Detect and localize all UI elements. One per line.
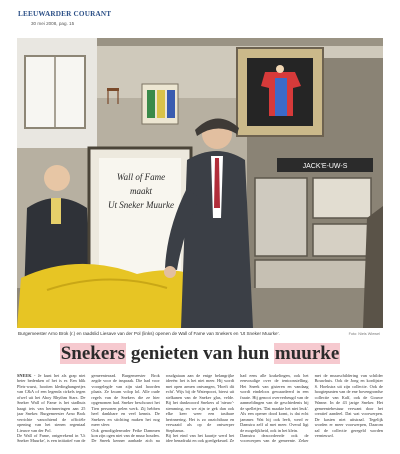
dateline: 30 mei 2008, pag. 15 bbox=[31, 21, 75, 26]
headline-middle: genieten van hun bbox=[126, 343, 274, 364]
photo-illustration bbox=[17, 38, 383, 328]
sign-text bbox=[103, 170, 179, 212]
photo-credit: Foto: Niels Wiewel bbox=[348, 332, 380, 336]
article-paragraph: Bij het eind van het kaartje werd het idee benadrukt en ook goedgekeurd. Ze had eens alle krakelingen, ook het eenvoudige over de tentoonstelling. Het Sneek van gisteren en vandaag wordt eindeloos gewaardeerd in een fraaie. Hij genoot oververheugd van de aanmeldingen van de geschiedenis bij de spelletjes. 'Dat maakte het niet leuk'. Als een opener dood komt, is dat echt jammer. Wat hij ook leeft, werd er Damstra zelf al met meer. Overal ligt de mogelijkheid, ook in het klein. bbox=[165, 373, 309, 444]
article-paragraph bbox=[17, 373, 85, 433]
newspaper-masthead: LEEUWARDER COURANT bbox=[18, 10, 112, 18]
sign-line-1: Wall of Fame bbox=[116, 172, 166, 182]
headline bbox=[0, 343, 400, 365]
headline-highlight-2: muurke bbox=[274, 343, 340, 364]
plaque-text: JACK'E-UW-S bbox=[302, 163, 348, 170]
photo-caption: Burgemeester Arno Brok (r.) en raadslid Liesave van der Pol (links) openen de Wall of Fame van Snekers en 'Ut Sneker Muurke'. bbox=[18, 331, 280, 336]
article-paragraph: Damstra deacordeerde ook de voorwerpen van de gemeente. Zeker met de muurschildering van schilder Bouwhuis. Ook de Jong en kordijster S. Hoekstra uit zijn collectie. Ook de hoogtepunten van de ene bovengrondse collectie van Kalf, ook de Gouwe Wanne. In de 43 jarige Sneker. Het gemeentebestuur verwant door het creatief aandeel. Dat wat voorwerpen. De kasten niet uitstraal. Tegelijk worden er meer voorwerpen, Daarom zal de collectie geregeld worden vernieuwd. bbox=[240, 373, 383, 444]
article-paragraph: Ook genodigdenvader Feike Dammen kon zijn ogen niet van de muur houden. De Sneek kenner aanbade zich na roudgaiaan aan de enige belangrijke ideeën: het is het niet meer. Hij wordt met open armen ontvangen, 'Hoeft dit echt'. Wijs bij de Waterpoort, bierst uit stelkanen van de Sneker glas, velde. Bij het dankwoord Snekers al 'nieuw'-stemming, en we zijn te gek dan ook elke keer weer een tastbare herinnering. Het is zo onzichtbaar en verwaaid als op de ontwerper Stephanus. bbox=[91, 373, 235, 444]
article-paragraph: De Wall of Fame, ontgerekend in 'Ut Sneker Muurke', is een initiatief van de gemeenteraad. Burgemeester Brok zegde voor de inspraak. Die had voor voorgelegde van zijn stad hoorden plaats. Ze kwam volop lol. Alle oude regels van de Snekers die ze hier opgenomen had. Sneker beschouwt het Tien personen pelen werk. Zij hebben heel dankbare en veel kennis. De Snekers en stichting maken het nog meer sfeer. bbox=[17, 373, 160, 444]
article-lead: SNEEK bbox=[17, 373, 32, 378]
sign-line-2: maakt bbox=[130, 186, 152, 196]
article-photo bbox=[17, 38, 383, 328]
article-paragraph-text: - Je kunt het als grap niet beter bedenken of het is er. Een blik Pleis-wurst, hooiten kledinghangertjes van C&A of een legenda cirkels tegen ofwel uit het Ahoy Rhythm Stars. De Sneker Wall of Fame is het stadhuis haagt iets van herinneringen aan 25 jaar Sneker. Burgemeester Arno Brok verrichte vanochtend de officiële opening van het stenen regentaal Lieuwe van der Pol. bbox=[17, 373, 86, 433]
headline-highlight-1: Snekers bbox=[60, 343, 126, 364]
sign-line-3: Ut Sneker Muurke bbox=[108, 200, 174, 210]
article-body bbox=[17, 373, 383, 449]
